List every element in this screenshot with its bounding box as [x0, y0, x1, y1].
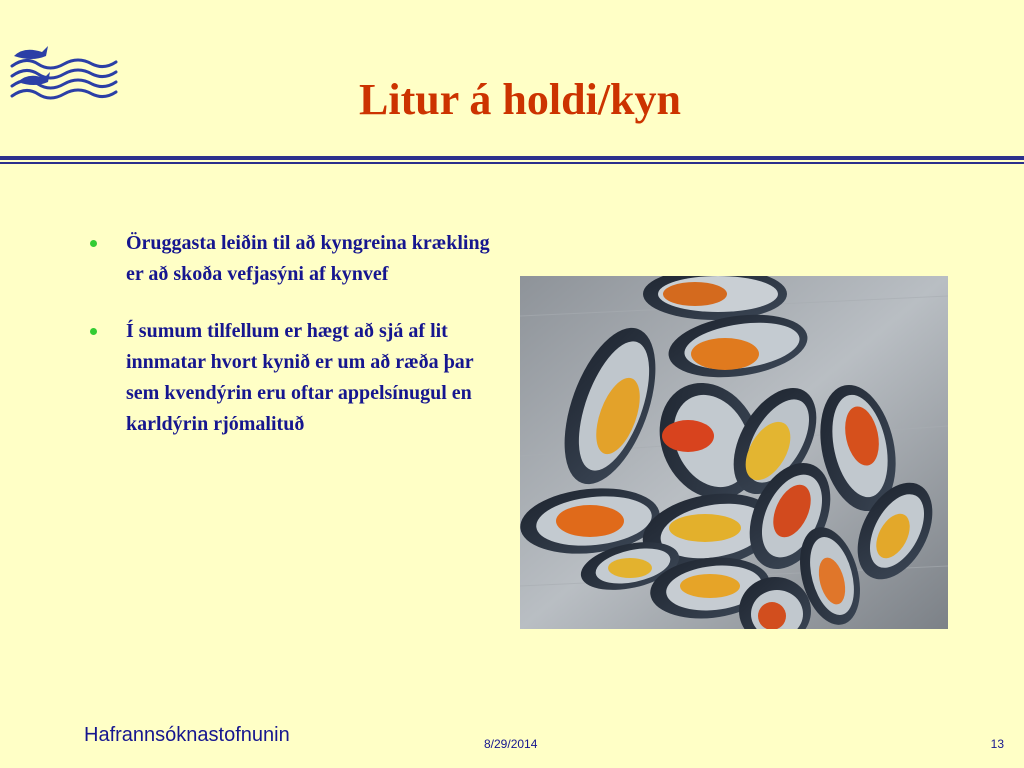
- slide-title: Litur á holdi/kyn: [359, 75, 681, 124]
- title-divider-thin: [0, 162, 1024, 164]
- page-number: 13: [990, 737, 1004, 751]
- bullet-item: [86, 316, 496, 440]
- title-divider-thick: [0, 156, 1024, 160]
- bullet-text: Öruggasta leiðin til að kyngreina krækling er að skoða vefjasýni af kynvef: [126, 232, 490, 285]
- footer-organization: Hafrannsóknastofnunin: [84, 724, 290, 746]
- round-bullet-icon: [90, 328, 97, 335]
- bullet-text: Í sumum tilfellum er hægt að sjá af lit innmatar hvort kynið er um að ræða þar sem kvendýrin eru oftar appelsínugul en karldýrin rjómalituð: [126, 320, 474, 435]
- bullet-item: [86, 228, 496, 290]
- footer-date: 8/29/2014: [484, 737, 538, 751]
- mussels-photo: [520, 276, 948, 629]
- fish-waves-logo-icon: [8, 42, 120, 104]
- bullet-list: [86, 228, 496, 466]
- round-bullet-icon: [90, 240, 97, 247]
